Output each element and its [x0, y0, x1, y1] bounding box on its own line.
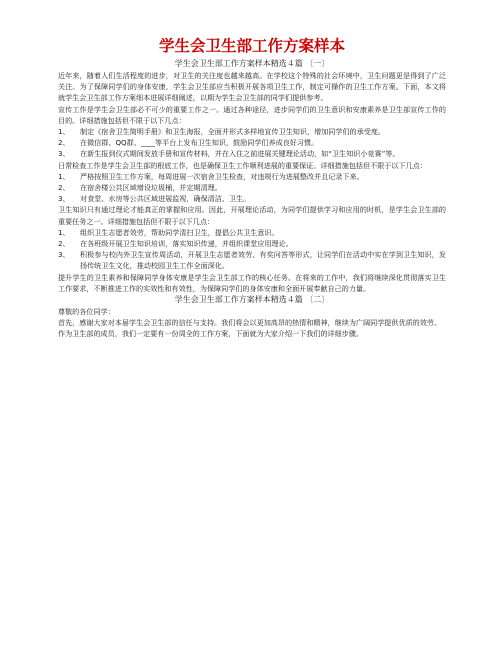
section-2-heading: 学生会卫生部工作方案样本精选４篇 〔二〕	[174, 295, 330, 305]
list-text: 对食堂、水房等公共区域进展监视，确保清洁、卫生。	[80, 194, 251, 204]
list-number: 1、	[58, 227, 70, 237]
list-text: 严格按照卫生工作方案，每周进展一次宿舍卫生检查，对违规行为进展整改并且记录下来。	[80, 171, 364, 181]
list-item	[58, 137, 446, 148]
list-number: 3、	[58, 149, 70, 159]
list-text: 在宿舍楼公共区域增设垃圾桶，并定期清理。	[80, 183, 222, 193]
list-number: 1、	[58, 171, 70, 181]
list-item	[58, 249, 446, 271]
list-text: 在各班级开展卫生知识培训，落实知识传递，并组织课堂应用理论。	[80, 239, 293, 249]
document-title: 学生会卫生部工作方案样本	[158, 37, 345, 55]
greeting: 尊敬的各位同学：	[58, 307, 115, 317]
list-item	[58, 171, 446, 182]
list-item	[58, 126, 446, 137]
list-item	[58, 148, 446, 159]
list-number: 3、	[58, 194, 70, 204]
list-item	[58, 182, 446, 193]
section-2-paragraph-2: 作为卫生部的成员，我们一定要有一份周全的工作方案，下面就为大家介绍一下我们的详细步骤。	[58, 329, 364, 339]
list-text: 在微信群、QQ群、____等平台上发布卫生知识，鼓励同学们养成良好习惯。	[80, 138, 319, 148]
daily-check-paragraph: 日常检查工作是学生会卫生部的根底工作，也是确保卫生工作顺利进展的重要保证。详细措施包括但不限于以下几点：	[58, 160, 427, 170]
list-text: 组织卫生志愿者效劳，帮助同学清扫卫生，提倡公共卫生意识。	[80, 227, 279, 237]
section-2-paragraph-1: 首先，感谢大家对本届学生会卫生部的信任与支持。我们将会以更加高昂的热情和精神，继续为广阔同学提供优质的效劳。	[58, 318, 442, 328]
list-text: 在新生报到仪式期间发放手册和宣传材料，并在入住之前进展关键理论活动，如“卫生知识小竞赛”等。	[80, 149, 400, 159]
publicity-list	[58, 126, 446, 160]
knowledge-paragraph: 卫生知识只有通过理论才能真正的掌握和应用。因此，开展理论活动，为同学们提供学习和应用的时机，是学生会卫生部的重要任务之一。详细措施包括但不限于以下几点：	[58, 205, 446, 226]
list-item	[58, 193, 446, 204]
list-number: 3、	[58, 250, 70, 260]
conclusion-paragraph: 提升学生的卫生素养和保障同学身体安康是学生会卫生部工作的核心任务。在将来的工作中，我们将继续深化贯彻落实卫生工作要求，不断推进工作的实效性和有效性，为保障同学们的身体安康和全面开展奉献自己的力量。	[58, 272, 446, 293]
intro-paragraph: 近年来，随着人们生活程度的进步，对卫生的关注度也越来越高。在学校这个特殊的社会环境中，卫生问题更是得到了广泛关注。为了保障同学们的身体安康，学生会卫生部应当积极开展各项卫生工作，制定可操作的卫生工作方案。下面，本文将就学生会卫生部工作方案细本进展详细阐述，以期为学生会卫生部的同学们提供参考。	[58, 71, 446, 103]
section-1-heading: 学生会卫生部工作方案样本精选４篇 〔一〕	[174, 59, 330, 68]
daily-check-list	[58, 171, 446, 205]
list-text: 制定《宿舍卫生简明手册》和卫生海报，全面并形式多样地宣传卫生知识，增加同学们的承受度。	[80, 127, 386, 137]
list-number: 2、	[58, 183, 70, 193]
list-text: 积极参与校内外卫生宣传周活动，开展卫生志愿者效劳、有奖问答等形式，让同学们在活动中实在学到卫生知识，发扬传统卫生文化，推动校园卫生工作全面深化。	[80, 250, 446, 271]
list-number: 2、	[58, 138, 70, 148]
publicity-paragraph: 宣传工作是学生会卫生部必不可少的重要工作之一。通过各种途径，进步同学们的卫生意识和安康素养是卫生部宣传工作的目的。详细措施包括但不限于以下几点：	[58, 104, 446, 125]
list-number: 1、	[58, 127, 70, 137]
list-item	[58, 238, 446, 249]
list-number: 2、	[58, 239, 70, 249]
list-item	[58, 227, 446, 238]
knowledge-list	[58, 227, 446, 272]
